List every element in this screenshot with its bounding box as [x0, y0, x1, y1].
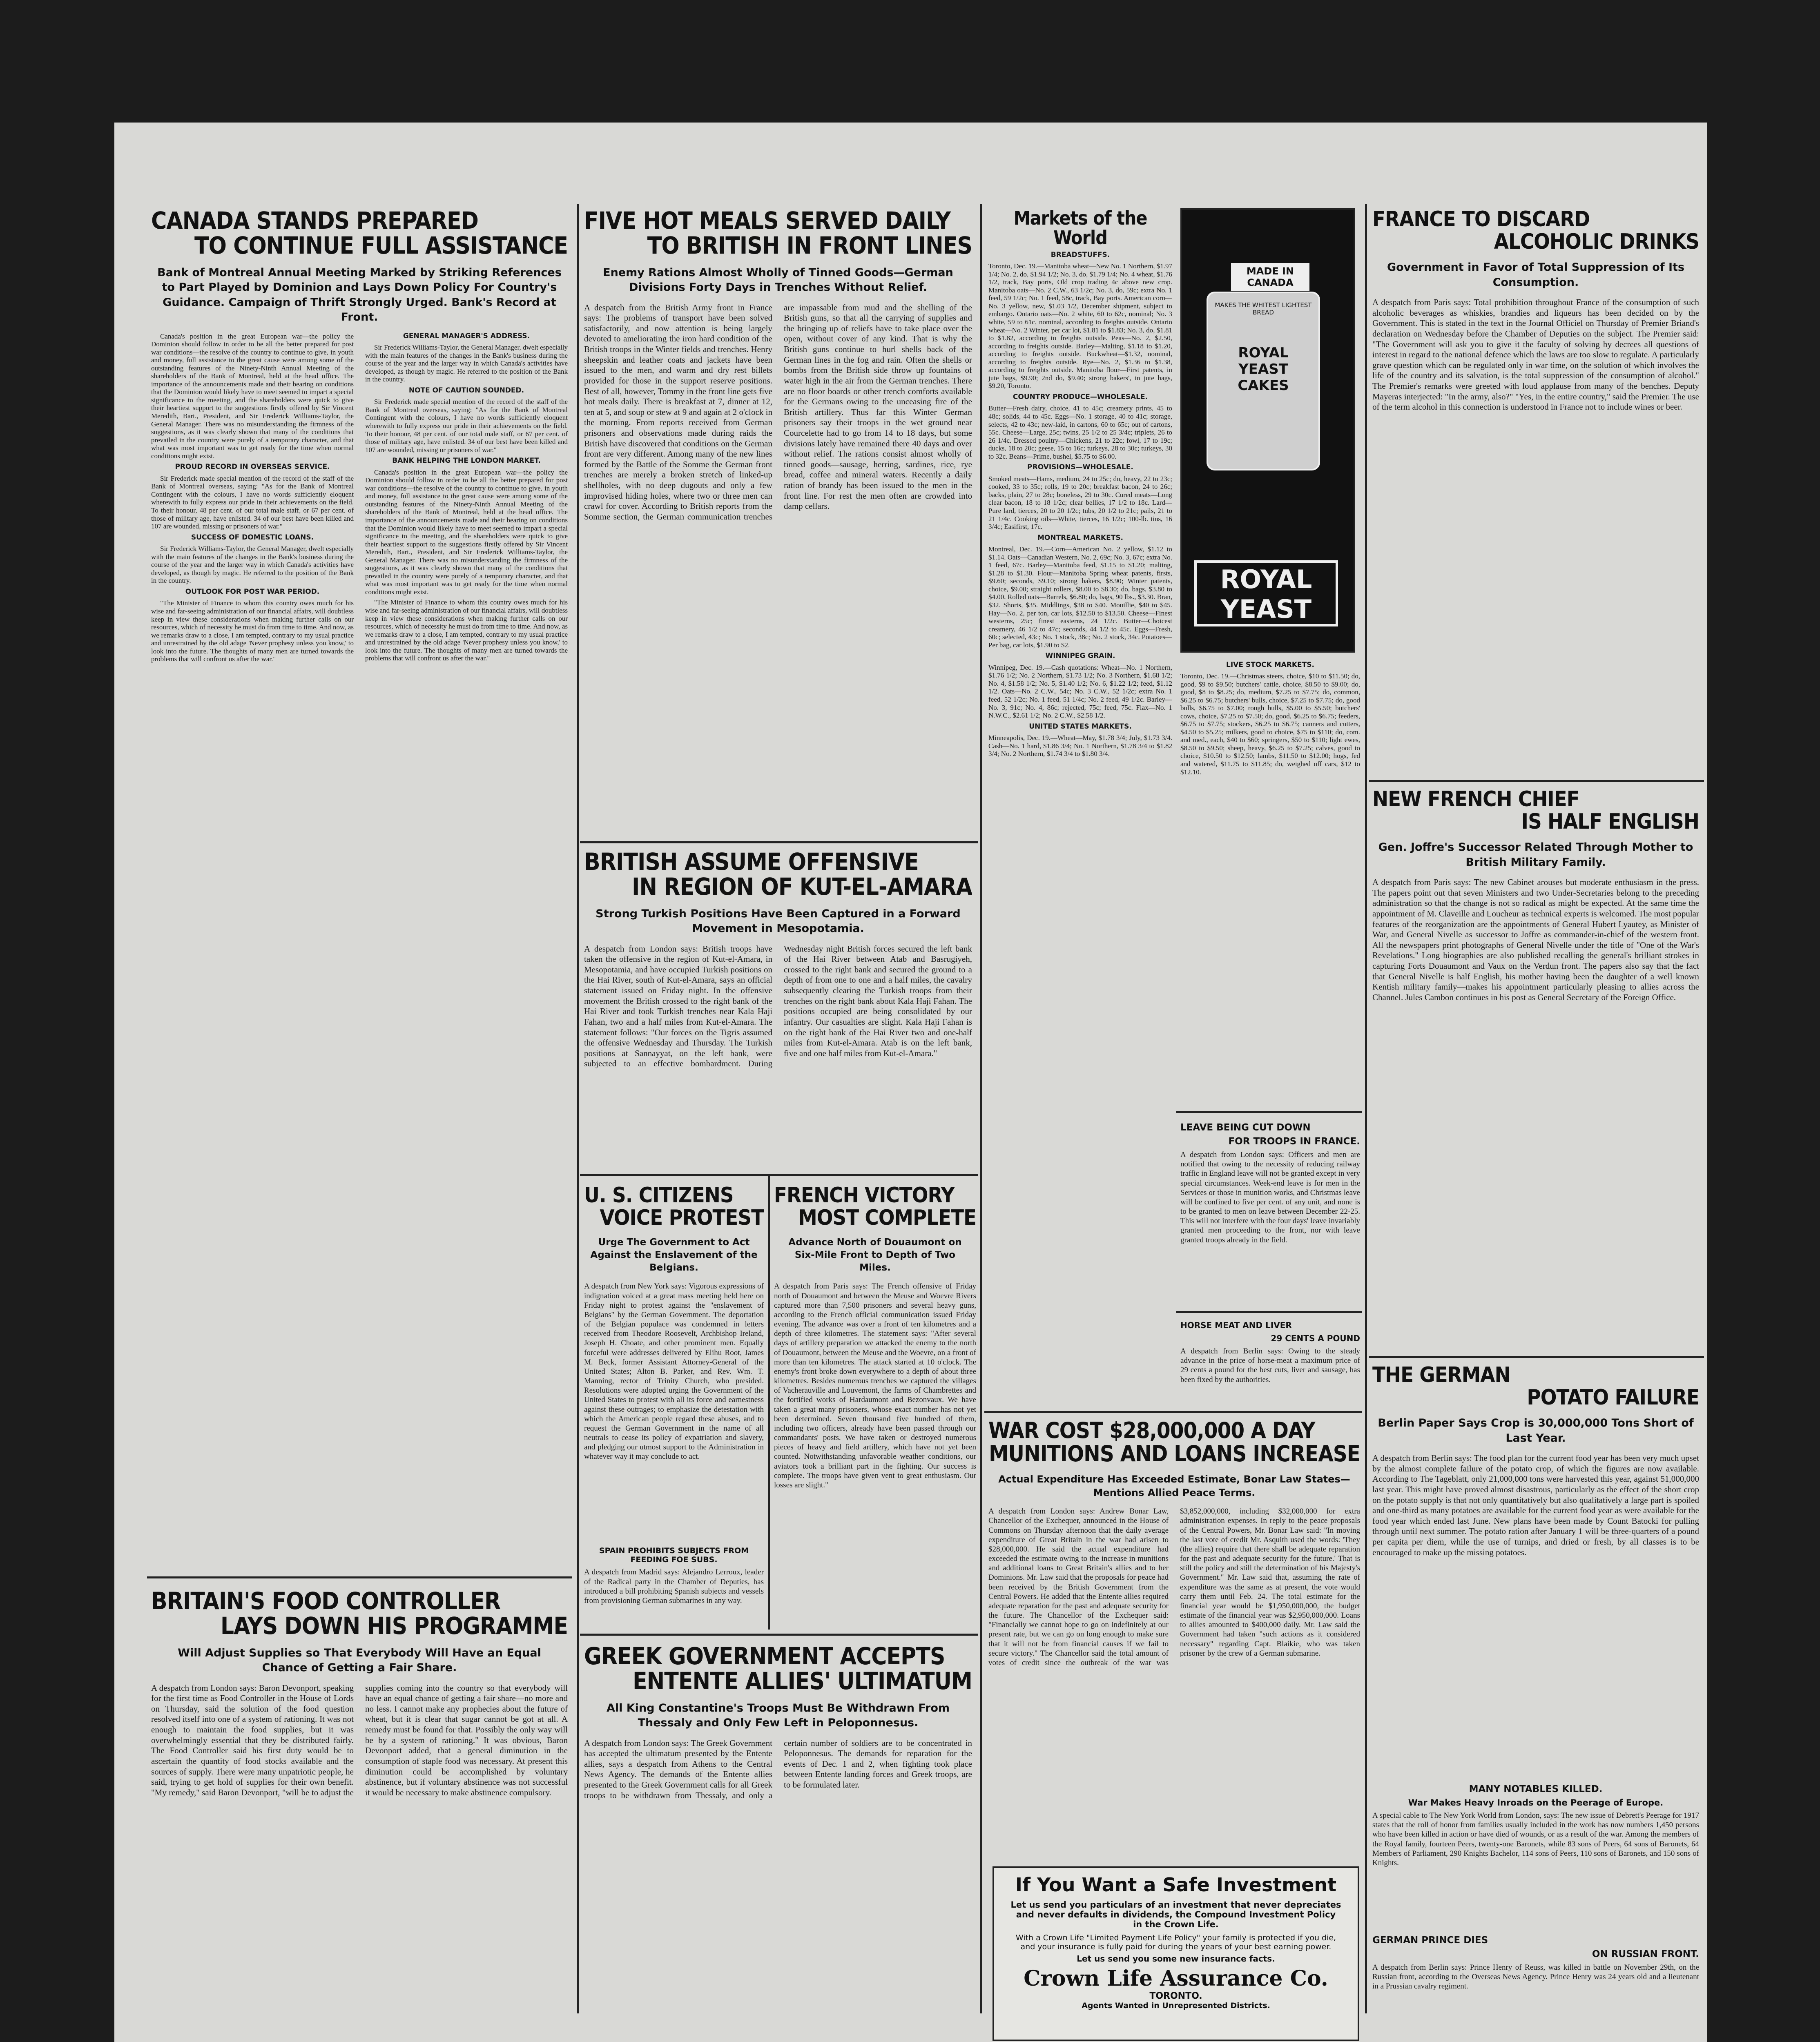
headline-line-2: ALCOHOLIC DRINKS	[1494, 229, 1699, 254]
headline-line-2: IS HALF ENGLISH	[1521, 809, 1699, 834]
paragraph: Sir Frederick Williams-Taylor, the General Manager, dwelt especially with the main features of the changes in the Bank's business during the course of the year and the larger way in which Canada's activities have developed, as though by magic. He referred to the position of the Bank in the country.	[365, 343, 568, 383]
paragraph: "The Minister of Finance to whom this country owes much for his wise and far-seeing administration of our financial affairs, will doubtless keep in view these considerations when making further calls on our resources, which of necessity he must do from time to time. And now, as we remarks draw to a close, I am tempted, contrary to my usual practice and unrestrained by the old adage 'Never prophesy unless you know,' to look into the future. The thoughts of many men are turned towards the problems that will confront us after the war."	[365, 598, 568, 662]
article-rule	[1176, 1111, 1362, 1113]
headline-line-2: MOST COMPLETE	[798, 1205, 976, 1230]
subhead: GENERAL MANAGER'S ADDRESS.	[403, 332, 530, 340]
column-rule	[577, 204, 579, 2013]
crown-life-ad	[993, 1866, 1359, 2041]
headline-line-1: FRENCH VICTORY	[774, 1184, 955, 1208]
market-text: Winnipeg, Dec. 19.—Cash quotations: Wheat—No. 1 Northern, $1.76 1/2; No. 2 Northern, $1.73 1/2; No. 3 Northern, $1.68 1/2; No. 4, $1.58 1/2; No. 5, $1.40 1/2; No. 6, $1.22 1/2; feed, $1.12 1/2. Oats—No. 2 C.W., 54c; No. 3 C.W., 52 1/2c; extra No. 1 feed, 52 1/2c; No. 1 feed, 51 1/4c; No. 2 feed, 49 1/2c. Barley—No. 3, 91c; No. 4, 86c; rejected, 75c; feed, 75c. Flax—No. 1 N.W.C., $2.61 1/2; No. 2 C.W., $2.58 1/2.	[988, 663, 1172, 720]
can-arc-text: MAKES THE WHITEST LIGHTEST BREAD	[1215, 301, 1312, 316]
article-deck: Advance North of Douaumont on Six-Mile Front to Depth of Two Miles.	[788, 1237, 962, 1273]
article-rule	[580, 841, 978, 843]
article-deck: All King Constantine's Troops Must Be Withdrawn From Thessaly and Only Few Left in Peloponnesus.	[606, 1701, 950, 1730]
subhead: SUCCESS OF DOMESTIC LOANS.	[191, 533, 314, 542]
headline-line-1: CANADA STANDS PREPARED	[151, 208, 478, 234]
article-body: A special cable to The New York World from London, says: The new issue of Debrett's Peerage for 1917 states that the roll of honor from families usually included in the work has now numbers 1,450 persons who have been killed in action or have died of wounds, or as a result of the war. Among the members of the Royal family, fourteen Peers, twenty-one Baronets, while 83 sons of Peers, 64 sons of Baronets, 64 Members of Parliament, 290 Knights Bachelor, 114 sons of Peers, 110 sons of Baronets, and 150 sons of Knights.	[1372, 1811, 1699, 1867]
markets-section	[988, 251, 1172, 758]
paragraph: Sir Frederick Williams-Taylor, the General Manager, dwelt especially with the main features of the changes in the Bank's business during the course of the year and the larger way in which Canada's activities have developed, as though by magic. He referred to the position of the Bank in the country.	[151, 545, 354, 585]
newspaper-page	[114, 123, 1707, 2042]
headline: MANY NOTABLES KILLED.	[1469, 1784, 1603, 1795]
headline-line-1: GREEK GOVERNMENT ACCEPTS	[584, 1644, 945, 1670]
market-title: UNITED STATES MARKETS.	[1029, 722, 1132, 731]
headline-line-2: ON RUSSIAN FRONT.	[1592, 1949, 1699, 1960]
headline-line-2: IN REGION OF KUT-EL-AMARA	[632, 872, 972, 901]
markets-headline: Markets of the World	[1013, 208, 1147, 249]
article-deck: Enemy Rations Almost Wholly of Tinned Goods—German Divisions Forty Days in Trenches Without Relief.	[603, 266, 953, 294]
headline-line-2: 29 CENTS A POUND	[1271, 1333, 1360, 1343]
headline-line-1: U. S. CITIZENS	[584, 1184, 734, 1208]
market-title: COUNTRY PRODUCE—WHOLESALE.	[1013, 392, 1148, 401]
article-deck: Berlin Paper Says Crop is 30,000,000 Tons Short of Last Year.	[1378, 1417, 1694, 1445]
market-title: MONTREAL MARKETS.	[1037, 533, 1124, 542]
made-in-canada-label: MADE IN CANADA	[1231, 263, 1309, 291]
headline-line-2: POTATO FAILURE	[1527, 1385, 1699, 1410]
article-greek	[584, 1644, 972, 2020]
article-body: A despatch from Berlin says: The food plan for the current food year has been very much upset by the almost complete failure of the potato crop, of which the figures are now available. According to The Tageblatt, only 21,000,000 tons were harvested this year, against 51,000,000 last year. This might have proved almost disastrous, particularly as the effect of the short crop on the potato supply is that not only quantitatively but also qualitatively a large part is spoiled and one-third as many potatoes are available for the current food year as were available for the food year which ended last June. New plans have been made by Count Batocki for pulling through until next summer. The potato ration after January 1 will be three-quarters of a pound per capita per diem, while the use of turnips, and dried or fresh, by all classes is to be encouraged to make up the missing potatoes.	[1372, 1453, 1699, 1557]
headline-line-1: GERMAN PRINCE DIES	[1372, 1935, 1488, 1946]
article-rule	[1176, 1311, 1362, 1313]
brand-word-2: YEAST	[1220, 594, 1312, 624]
subhead: SPAIN PROHIBITS SUBJECTS FROM FEEDING FOE SUBS.	[599, 1546, 749, 1565]
article-leave-cut	[1180, 1119, 1360, 1307]
article-france-drinks	[1372, 208, 1699, 776]
yeast-brand-box	[1194, 560, 1338, 626]
can-brand-text: ROYAL YEAST CAKES	[1238, 345, 1289, 394]
article-body: A despatch from London says: The Greek Government has accepted the ultimatum presented by the Entente allies, says a despatch from Athens to the Central News Agency. The demands of the Entente allies presented to the Greek Government calls for all Greek troops to be withdrawn from Thessaly, and only a certain number of soldiers are to be concentrated in Peloponnesus. The demands for reparation for the events of Dec. 1 and 2, when fighting took place between Entente landing forces and Greek troops, are to be formulated later.	[584, 1738, 972, 1800]
ad-text: Let us send you some new insurance facts.	[1077, 1954, 1275, 1964]
headline-line-1: THE GERMAN	[1372, 1364, 1510, 1387]
headline-line-1: LEAVE BEING CUT DOWN	[1180, 1122, 1311, 1133]
headline-line-2: TO CONTINUE FULL ASSISTANCE	[194, 231, 568, 259]
market-text: Montreal, Dec. 19.—Corn—American No. 2 yellow, $1.12 to $1.14. Oats—Canadian Western, No. 2, 69c; No. 3, 67c; extra No. 1 feed, 67c. Barley—Manitoba feed, $1.15 to $1.20; malting, $1.28 to $1.30. Flour—Manitoba Spring wheat patents, firsts, $9.60; seconds, $9.10; strong bakers, $8.90; Winter patents, choice, $9.00; straight rollers, $8.00 to $8.30; do, bags, $3.80 to $4.00. Rolled oats—Barrels, $6.80; do, bags, 90 lbs., $3.30. Bran, $32. Shorts, $35. Middlings, $38 to $40. Mouillie, $40 to $45. Hay—No. 2, per ton, car lots, $12.50 to $13.50. Cheese—Finest westerns, 25c; finest easterns, 24 1/2c. Butter—Choicest creamery, 46 1/2 to 47c; seconds, 44 1/2 to 45c. Eggs—Fresh, 60c; selected, 43c; No. 1 stock, 38c; No. 2 stock, 34c. Potatoes—Per bag, car lots, $1.90 to $2.	[988, 545, 1172, 649]
article-deck: Strong Turkish Positions Have Been Captured in a Forward Movement in Mesopotamia.	[596, 907, 961, 935]
article-rule	[147, 1576, 572, 1578]
article-rule	[1369, 780, 1704, 782]
paragraph: "The Minister of Finance to whom this country owes much for his wise and far-seeing administration of our financial affairs, will doubtless keep in view these considerations when making further calls on our resources, which of necessity he must do from time to time. And now, as we remarks draw to a close, I am tempted, contrary to my usual practice and unrestrained by the old adage 'Never prophesy unless you know,' to look into the future. The thoughts of many men are turned towards the problems that will confront us after the war."	[151, 599, 354, 663]
paragraph: Sir Frederick made special mention of the record of the staff of the Bank of Montreal overseas, saying: "As for the Bank of Montreal Contingent with the colours, I have no words sufficiently eloquent wherewith to fully express our pride in their achievements on the field. To their honour, 48 per cent. of our total male staff, or 67 per cent. of those of military age, have enlisted. 34 of our best have been killed and 107 are wounded, missing or prisoners of war."	[151, 474, 354, 531]
column-rule	[768, 1176, 770, 1630]
article-deck: Gen. Joffre's Successor Related Through Mother to British Military Family.	[1378, 841, 1693, 869]
market-text: Toronto, Dec. 19.—Manitoba wheat—New No. 1 Northern, $1.97 1/4; No. 2, do, $1.94 1/2; No. 3, do, $1.79 1/4; No. 4 wheat, $1.76 1/2, track, Bay ports, Old crop trading 4c above new crop. Manitoba oats—No. 2 C.W., 63 1/2c; No. 3, do, 59c; extra No. 1 feed, 59 1/2c; No. 1 feed, 58c, track, Bay ports. American corn—No. 3 yellow, new, $1.03 1/2, December shipment, subject to embargo. Ontario oats—No. 2 white, 60 to 62c, nominal; No. 3 white, 59 to 61c, nominal, according to freights outside. Ontario wheat—No. 2 Winter, per car lot, $1.81 to $1.83; No. 3, do, $1.81 to $1.82, according to freights outside. Peas—No. 2, $2.50, according to freights outside. Barley—Malting, $1.18 to $1.20, according to freights outside. Buckwheat—$1.32, nominal, according to freights outside. Rye—No. 2, $1.36 to $1.38, according to freights outside. Manitoba flour—First patents, in jute bags, $9.90; 2nd do, $9.40; strong bakers', in jute bags, $9.20, Toronto.	[988, 262, 1172, 390]
market-text: Minneapolis, Dec. 19.—Wheat—May, $1.78 3/4; July, $1.73 3/4. Cash—No. 1 hard, $1.86 3/4; No. 1 Northern, $1.78 3/4 to $1.82 3/4; No. 2 Northern, $1.74 3/4 to $1.80 3/4.	[988, 734, 1172, 758]
article-deck: Actual Expenditure Has Exceeded Estimate, Bonar Law States—Mentions Allied Peace Terms.	[998, 1474, 1350, 1498]
subhead: BANK HELPING THE LONDON MARKET.	[392, 457, 541, 465]
article-horse-meat	[1180, 1317, 1360, 1407]
ad-lead: Let us send you particulars of an investment that never depreciates and never defaults in dividends, the Compound Investment Policy in the Crown Life.	[1010, 1900, 1341, 1929]
subhead: NOTE OF CAUTION SOUNDED.	[408, 386, 524, 395]
headline-line-1: NEW FRENCH CHIEF	[1372, 788, 1579, 811]
headline-line-1: FRANCE TO DISCARD	[1372, 208, 1590, 232]
market-text: Smoked meats—Hams, medium, 24 to 25c; do, heavy, 22 to 23c; cooked, 33 to 35c; rolls, 19 to 20c; breakfast bacon, 24 to 26c; backs, plain, 27 to 28c; boneless, 29 to 30c. Cured meats—Long clear bacon, 18 to 18 1/2c; clear bellies, 17 1/2 to 18c. Lard—Pure lard, tierces, 20 to 20 1/2c; tubs, 20 1/2 to 21c; pails, 21 to 21 1/4c. Cooking oils—White, tierces, 16 1/2c; 100-lb. tins, 16 3/4c; Easifirst, 17c.	[988, 475, 1172, 531]
article-body: A despatch from Paris says: The French offensive of Friday north of Douaumont and between the Meuse and Woevre Rivers captured more than 7,500 prisoners and several heavy guns, according to the French official communication issued Friday evening. The advance was over a front of ten kilometres and a depth of three kilometres. The statement says: "After several days of artillery preparation we attacked the enemy to the north of Douaumont, between the Meuse and the Woevre, on a front of more than ten kilometres. The attack started at 10 o'clock. The enemy's front broke down everywhere to a depth of about three kilometres. Besides numerous trenches we captured the villages of Vacherauville and Louvemont, the farms of Chambrettes and the fortified works of Hardaumont and Bezonvaux. We have taken a great many prisoners, whose exact number has not yet been determined. Seven thousand five hundred of them, including two officers, already have been passed through our commandants' posts. We have taken or destroyed numerous pieces of heavy and field artillery, which have not yet been counted. Notwithstanding unfavorable weather conditions, our aviators took a brilliant part in the fighting. Our success is complete. The troops have given vent to great enthusiasm. Our losses are slight."	[774, 1282, 976, 1489]
ad-text: With a Crown Life "Limited Payment Life Policy" your family is protected if you die, and your insurance is fully paid for during the years of your best earning power.	[1015, 1933, 1336, 1951]
headline-line-1: BRITAIN'S FOOD CONTROLLER	[151, 1589, 501, 1615]
market-title: WINNIPEG GRAIN.	[1045, 652, 1115, 660]
article-rule	[580, 1174, 978, 1176]
article-body: A despatch from London says: Baron Devonport, speaking for the first time as Food Controller in the House of Lords on Thursday, said the solution of the food question resolved itself into one of a system of rationing. It was not enough to maintain the food supplies, but it was overwhelmingly essential that they be distributed fairly. The Food Controller said his first duty would be to ascertain the quantity of food stocks available and the sources of supply. There were many unpatriotic people, he said, trying to get hold of supplies for their own benefit. "My remedy," said Baron Devonport, "will be to adjust the supplies coming into the country so that everybody will have an equal chance of getting a fair share—no more and no less. I cannot make any prophecies about the future of wheat, but it is clear that sugar cannot be got at all. A remedy must be found for that. Possibly the only way will be by a system of rationing." It was obvious, Baron Devonport added, that a general diminution in the consumption of staple food was necessary. At present this diminution could be accomplished by voluntary abstinence, but if voluntary abstinence was not successful it would be necessary to make abstinence compulsory.	[151, 1683, 568, 1797]
article-markets	[988, 208, 1172, 1389]
ad-headline: If You Want a Safe Investment	[1015, 1874, 1337, 1896]
article-deck: Bank of Montreal Annual Meeting Marked by Striking References to Part Played by Dominion and Lays Down Policy For Country's Guidance. Campaign of Thrift Strongly Urged. Bank's Record at Front.	[157, 266, 562, 324]
column-rule	[980, 204, 982, 2013]
yeast-can-image	[1207, 292, 1320, 470]
article-body: A despatch from London says: Andrew Bonar Law, Chancellor of the Exchequer, announced in the House of Commons on Thursday afternoon that the daily average expenditure of Great Britain in the war had arisen to $28,000,000. He said the actual expenditure had exceeded the estimate owing to the increase in munitions and additional loans to Great Britain's allies and to her Dominions. Mr. Law said that the proposals for peace had been received by the British Government from the Central Powers. He added that the Entente allies required adequate reparation for the past and adequate security for the future. The Chancellor of the Exchequer said: "Financially we cannot hope to go on indefinitely at our present rate, but we can go on long enough to make sure that it will not be from financial causes if we fail to secure victory." The Chancellor said the total amount of votes of credit since the outbreak of the war was $3,852,000,000, including $32,000,000 for extra administration expenses. In reply to the peace proposals of the Central Powers, Mr. Bonar Law said: "In moving the last vote of credit Mr. Asquith used the words: 'They (the allies) require that there shall be adequate reparation for the past and adequate security for the future.' That is still the policy and still the determination of his Majesty's Government." Mr. Law said that, assuming the rate of expenditure was the same as at present, the vote would carry them until Feb. 24. The total estimate for the financial year would be $1,950,000,000, the budget estimate of the financial year was $2,950,000,000. Loans to allies amounted to $400,000 daily. Mr. Law said the Government had taken "such actions as it considered necessary" regarding Capt. Blaikie, who was taken prisoner by the crew of a German submarine.	[988, 1507, 1360, 1667]
article-canada	[151, 208, 568, 1556]
headline-line-2: VOICE PROTEST	[600, 1205, 764, 1230]
article-deck: Government in Favor of Total Suppression of Its Consumption.	[1387, 261, 1685, 289]
paragraph: Sir Frederick made special mention of the record of the staff of the Bank of Montreal overseas, saying: "As for the Bank of Montreal Contingent with the colours, I have no words sufficiently eloquent wherewith to fully express our pride in their achievements on the field. To their honour, 48 per cent. of our total male staff, or 67 per cent. of those of military age, have enlisted. 34 of our best have been killed and 107 are wounded, missing or prisoners of war."	[365, 398, 568, 454]
article-us-citizens	[584, 1184, 764, 1625]
article-live-stock	[1180, 658, 1360, 1107]
headline-line-2: LAYS DOWN HIS PROGRAMME	[220, 1612, 568, 1640]
market-text: Butter—Fresh dairy, choice, 41 to 45c; creamery prints, 45 to 48c; solids, 44 to 45c. Eggs—No. 1 storage, 40 to 41c; storage, selects, 42 to 43c; new-laid, in cartons, 60 to 65c; out of cartons, 55c. Cheese—Large, 25c; twins, 25 1/2 to 25 3/4c; triplets, 26 to 26 1/4c. Dressed poultry—Chickens, 21 to 22c; fowl, 17 to 19c; ducks, 18 to 20c; geese, 15 to 16c; turkeys, 28 to 30c; turkeys, 30 to 32c. Beans—Prime, bushel, $5.75 to $6.00.	[988, 404, 1172, 460]
headline-line-2: MUNITIONS AND LOANS INCREASE	[989, 1440, 1360, 1467]
article-body	[151, 332, 568, 1556]
article-body: A despatch from Berlin says: Prince Henry of Reuss, was killed in battle on November 29th, on the Russian front, according to the Overseas News Agency. Prince Henry was 24 years old and a lieutenant in a Prussian cavalry regiment.	[1372, 1963, 1699, 1991]
article-potato	[1372, 1364, 1699, 1777]
article-body: A despatch from New York says: Vigorous expressions of indignation voiced at a great mass meeting held here on Friday night to protest against the "enslavement of Belgians" by the German Government. The deportation of the Belgian populace was condemned in letters received from Theodore Roosevelt, Archbishop Ireland, Joseph H. Choate, and other prominent men. Equally forceful were addresses delivered by Elihu Root, James M. Beck, former Assistant Attorney-General of the United States; Alton B. Parker, and Rev. Wm. T. Manning, rector of Trinity Church, who presided. Resolutions were adopted urging the Government of the United States to protest with all its force and earnestness against these outrages; to emphasize the detestation with which the American people regard these abuses, and to request the German Government in the name of all neutrals to cease its policy of expatriation and slavery, and pledging our utmost support to the Administration in whatever way it may conclude to act.	[584, 1282, 764, 1461]
article-body: A despatch from Berlin says: Owing to the steady advance in the price of horse-meat a maximum price of 29 cents a pound for the best cuts, liver and sausage, has been fixed by the authorities.	[1180, 1347, 1360, 1384]
article-rule	[984, 1411, 1362, 1413]
market-title: BREADSTUFFS.	[1051, 250, 1110, 259]
brand-word-1: ROYAL	[1220, 564, 1312, 594]
ad-agents: Agents Wanted in Unrepresented Districts.	[1082, 2001, 1270, 2010]
article-prince	[1372, 1932, 1699, 2038]
paragraph: Canada's position in the great European war—the policy the Dominion should follow in order to be all the better prepared for post war conditions—the resolve of the country to continue to give, in youth and money, full assistance to the great cause were among some of the outstanding features of the Ninety-Ninth Annual Meeting of the shareholders of the Bank of Montreal, held at the head office. The importance of the announcements made and their bearing on conditions that the Dominion would likely have to meet seemed to impart a special significance to the meeting, and the shareholders were quick to give their heartiest support to the suggestions firstly offered by Sir Vincent Meredith, Bart., President, and Sir Frederick Williams-Taylor, the General Manager. There was no misunderstanding the firmness of the suggestions, as it was clearly shown that many of the conditions that prevailed in the country were purely of a temporary character, and that what was most important was to get ready for the time when normal conditions might exist.	[365, 468, 568, 596]
headline-line-2: ENTENTE ALLIES' ULTIMATUM	[632, 1667, 972, 1695]
article-rule	[1369, 1356, 1704, 1358]
headline-line-2: FOR TROOPS IN FRANCE.	[1228, 1136, 1360, 1147]
article-deck: Urge The Government to Act Against the Enslavement of the Belgians.	[590, 1237, 758, 1273]
article-french-victory	[774, 1184, 976, 1625]
paragraph: Canada's position in the great European war—the policy the Dominion should follow in order to be all the better prepared for post war conditions—the resolve of the country to continue to give, in youth and money, full assistance to the great cause were among some of the outstanding features of the Ninety-Ninth Annual Meeting of the shareholders of the Bank of Montreal, held at the head office. The importance of the announcements made and their bearing on conditions that the Dominion would likely have to meet seemed to impart a special significance to the meeting, and the shareholders were quick to give their heartiest support to the suggestions firstly offered by Sir Vincent Meredith, Bart., President, and Sir Frederick Williams-Taylor, the General Manager. There was no misunderstanding the firmness of the suggestions, as it was clearly shown that many of the conditions that prevailed in the country were purely of a temporary character, and that what was most important was to get ready for the time when normal conditions might exist.	[151, 332, 354, 460]
article-body: A despatch from the British Army front in France says: The problems of transport have been solved satisfactorily, and now attention is being largely devoted to ameliorating the iron hard condition of the British troops in the Winter fields and trenches. Henry sheepskin and leather coats and jackets have been issued to the men, and warm and dry rest billets provided for those in the support reserve positions. Best of all, however, Tommy in the front line gets five hot meals daily. There is breakfast at 7, dinner at 12, ten at 5, and soup or stew at 9 and again at 2 o'clock in the morning. From reports received from German prisoners and observations made during raids the British have discovered that conditions on the German front are very different. Among many of the new lines formed by the Battle of the Somme the German front trenches are merely a broken stretch of linked-up shellholes, with no deep dugouts and only a few improvised hiding holes, where two or three men can crawl for cover. According to British reports from the Somme section, the German communication trenches are impassable from mud and the shelling of the British guns, so that all the carrying of supplies and the bringing up of reliefs have to take place over the open, without cover of any kind. That is why the British guns continue to hurl shells back of the German lines in the fog and rain. Often the shells or bombs from the British side throw up fountains of water high in the air from the German trenches. There are no floor boards or other trench comforts available for the Germans owing to the unceasing fire of the British artillery. Thus far this Winter German prisoners say their troops in the wet ground near Courcelette had to go from 14 to 18 days, but some divisions lately have remained there 40 days and over without relief. The rations consist almost wholly of tinned goods—sausage, herring, sardines, rice, rye bread, coffee and mineral waters. Recently a daily ration of brandy has been issued to the men in the front line. For rest the men often are crowded into damp cellars.	[584, 302, 972, 522]
article-food-controller	[151, 1589, 568, 2022]
article-body: A despatch from Paris says: Total prohibition throughout France of the consumption of such alcoholic beverages as whiskies, brandies and liqueurs has been decided on by the Government. This is stated in the text in the Journal Officiel on Thursday of Premier Briand's declaration on Wednesday before the Chamber of Deputies on the subject. The Premier said: "The Government will ask you to give it the faculty of solving by decrees all questions of interest in regard to the national defence which the laws are too slow to regulate. A particularly grave question which can be regulated only in war time, on the solution of which involves the life of the country and its salvation, is the total suppression of the consumption of alcohol." The Premier's remarks were greeted with loud applause from many of the benches. Deputy Mayeras interjected: "In the army, also?" "Yes, in the entire country," said the Premier. The use of the term alcohol in this connection is understood in France not to include wines or beer.	[1372, 297, 1699, 412]
article-new-chief	[1372, 788, 1699, 1352]
article-deck: Will Adjust Supplies so That Everybody Will Have an Equal Chance of Getting a Fair Share.	[178, 1646, 541, 1674]
subhead: War Makes Heavy Inroads on the Peerage of Europe.	[1408, 1798, 1664, 1808]
headline-line-1: HORSE MEAT AND LIVER	[1180, 1320, 1292, 1330]
headline-line-1: WAR COST $28,000,000 A DAY	[988, 1419, 1315, 1443]
article-war-cost	[988, 1419, 1360, 1856]
market-title: PROVISIONS—WHOLESALE.	[1027, 463, 1133, 472]
headline-line-2: TO BRITISH IN FRONT LINES	[647, 231, 972, 259]
royal-yeast-ad	[1180, 208, 1355, 653]
subhead: OUTLOOK FOR POST WAR PERIOD.	[185, 587, 320, 596]
ad-city: TORONTO.	[1149, 1991, 1202, 2001]
column-rule	[1365, 204, 1367, 2013]
market-title: LIVE STOCK MARKETS.	[1226, 661, 1314, 669]
headline-line-1: BRITISH ASSUME OFFENSIVE	[584, 849, 919, 876]
article-body: A despatch from London says: British troops have taken the offensive in the region of Kut-el-Amara, in Mesopotamia, and have occupied Turkish positions on the Hai River, south of Kut-el-Amara, says an official statement issued on Friday night. In the offensive movement the British crossed to the right bank of the Hai River and took Turkish trenches near Kala Haji Fahan, two and a half miles from Kut-el-Amara. The statement follows: "Our forces on the Tigris assumed the offensive Wednesday and Thursday. The Turkish positions at Sannayyat, on the left bank, were subjected to an effective bombardment. During Wednesday night British forces secured the left bank of the Hai River between Atab and Basrugiyeh, crossed to the right bank and secured the ground to a depth of from one to one and a half miles, the cavalry subsequently clearing the Turkish troops from their trenches on the right bank about Kala Haji Fahan. The positions occupied are being consolidated by our infantry. Our casualties are slight. Kala Haji Fahan is on the right bank of the Hai River two and one-half miles from Kut-el-Amara. Atab is on the left bank, five and one half miles from Kut-el-Amara."	[584, 943, 972, 1069]
article-rule	[580, 1634, 978, 1636]
article-body: A despatch from Madrid says: Alejandro Lerroux, leader of the Radical party in the Chamber of Deputies, has introduced a bill prohibiting Spanish subjects and vessels from provisioning German submarines in any way.	[584, 1568, 764, 1605]
article-body: A despatch from Paris says: The new Cabinet arouses but moderate enthusiasm in the press. The papers point out that seven Ministers and two Under-Secretaries belong to the preceding administration so that the change is not so radical as might be expected. At the same time the appointment of M. Claveille and Loucheur as technical experts is welcomed. The most popular features of the reorganization are the appointments of General Hubert Lyautey, as Minister of War, and General Nivelle as successor to Joffre as commander-in-chief of the western front. All the newspapers print photographs of General Nivelle under the title of "One of the War's Revelations." Long biographies are also published recalling the general's brilliant strokes in capturing Forts Douaumont and Vaux on the Verdun front. The papers also say that the fact that General Nivelle is half English, his mother having been the daughter of a well known Kentish military family—makes his appointment particularly pleasing to allies across the Channel. Jules Cambon continues in his post as General Secretary of the Foreign Office.	[1372, 877, 1699, 1002]
article-five-meals	[584, 208, 972, 837]
ad-company: Crown Life Assurance Co.	[1024, 1966, 1328, 1991]
article-notables	[1372, 1781, 1699, 1928]
article-kut	[584, 849, 972, 1168]
headline-line-1: FIVE HOT MEALS SERVED DAILY	[584, 208, 951, 234]
subhead: PROUD RECORD IN OVERSEAS SERVICE.	[175, 463, 330, 471]
article-body: A despatch from London says: Officers and men are notified that owing to the necessity of reducing railway traffic in England leave will not be granted except in very special circumstances. Week-end leave is for men in the Services or those in munition works, and Christmas leave will be confined to five per cent. of any unit, and none is to be granted to men on leave between December 22-25. This will not interfere with the four days' leave invariably granted men proceeding to the front, nor with leave granted troops already in the field.	[1180, 1150, 1360, 1244]
market-text: Toronto, Dec. 19.—Christmas steers, choice, $10 to $11.50; do, good, $9 to $9.50; butchers' cattle, choice, $8.50 to $9.00; do, good, $8 to $8.25; do, medium, $7.25 to $7.75; do, common, $6.25 to $6.75; butchers' bulls, choice, $7.25 to $7.75; do, good bulls, $6.75 to $7.00; rough bulls, $5.00 to $5.50; butchers' cows, choice, $7.25 to $7.50; do, good, $6.25 to $6.75; feeders, $6.75 to $7.75; stockers, $6.25 to $6.75; canners and cutters, $4.50 to $5.25; milkers, good to choice, $75 to $110; do, com. and med., each, $40 to $60; springers, $50 to $110; light ewes, $8.50 to $9.50; sheep, heavy, $6.25 to $7.25; calves, good to choice, $10.50 to $12.50; lambs, $11.50 to $12.00; hogs, fed and watered, $11.75 to $11.85; do, weighed off cars, $12 to $12.10.	[1180, 672, 1360, 776]
